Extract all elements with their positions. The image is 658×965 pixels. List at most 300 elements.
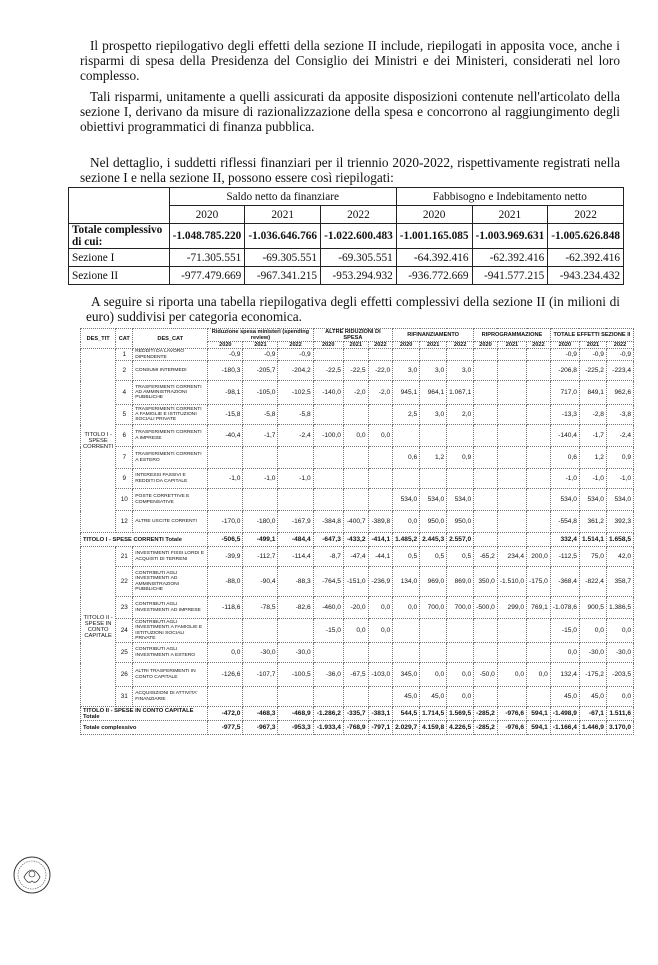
detail-row bbox=[81, 511, 634, 533]
detail-cell bbox=[497, 425, 526, 447]
detail-cell: -822,4 bbox=[579, 567, 606, 597]
detail-cell bbox=[343, 489, 368, 511]
detail-cat-description: CONTRIBUTI AGLI INVESTIMENTI A FAMIGLIE E ISTITUZIONI SOCIALI PRIVATE bbox=[133, 619, 208, 643]
detail-cell bbox=[527, 687, 551, 707]
detail-cell bbox=[474, 447, 498, 469]
detail-cell bbox=[474, 361, 498, 381]
detail-cell: -13,3 bbox=[550, 405, 579, 425]
detail-cell: -554,8 bbox=[550, 511, 579, 533]
detail-total-cell: 2.445,3 bbox=[420, 533, 447, 547]
detail-cell bbox=[527, 489, 551, 511]
detail-cell: -15,8 bbox=[208, 405, 243, 425]
detail-cell: 75,0 bbox=[579, 547, 606, 567]
detail-cell: 358,7 bbox=[606, 567, 633, 597]
detail-row bbox=[81, 447, 634, 469]
detail-cell: -30,0 bbox=[243, 643, 278, 663]
detail-cell: 350,0 bbox=[474, 567, 498, 597]
titolo2-total-row-label: TITOLO II - SPESE IN CONTO CAPITALE Totale bbox=[81, 707, 208, 721]
detail-cell: 0,0 bbox=[393, 511, 420, 533]
detail-total-cell: -976,6 bbox=[497, 721, 526, 735]
detail-cell: 0,0 bbox=[368, 425, 393, 447]
detail-cat-description: POSTE CORRETTIVE E COMPENSATIVE bbox=[133, 489, 208, 511]
detail-year-header: 2021 bbox=[343, 342, 368, 349]
detail-row bbox=[81, 547, 634, 567]
detail-cell: 534,0 bbox=[579, 489, 606, 511]
detail-cell: 0,0 bbox=[447, 663, 474, 687]
detail-total-cell: -1.286,2 bbox=[313, 707, 343, 721]
detail-cell bbox=[447, 643, 474, 663]
detail-cell bbox=[343, 687, 368, 707]
detail-cell bbox=[497, 361, 526, 381]
detail-cell bbox=[497, 469, 526, 489]
detail-cell: 45,0 bbox=[420, 687, 447, 707]
detail-total-cell: -1.498,9 bbox=[550, 707, 579, 721]
header-totale-effetti: TOTALE EFFETTI SEZIONE II bbox=[550, 329, 633, 342]
summary-cell: -1.036.646.766 bbox=[245, 224, 321, 249]
detail-cell: 950,0 bbox=[420, 511, 447, 533]
grand-total-row-label: Totale complessivo bbox=[81, 721, 208, 735]
detail-cell bbox=[527, 447, 551, 469]
detail-row bbox=[81, 405, 634, 425]
detail-cell: 3,0 bbox=[393, 361, 420, 381]
detail-row bbox=[81, 349, 634, 361]
detail-cell: -140,0 bbox=[313, 381, 343, 405]
detail-cell: -170,0 bbox=[208, 511, 243, 533]
detail-table bbox=[80, 328, 634, 735]
detail-cell bbox=[447, 349, 474, 361]
detail-cell: 2,5 bbox=[393, 405, 420, 425]
detail-total-cell: -499,1 bbox=[243, 533, 278, 547]
detail-cell bbox=[393, 619, 420, 643]
detail-cell: -78,5 bbox=[243, 597, 278, 619]
summary-cell: -941.577.215 bbox=[472, 267, 548, 285]
savings-paragraph: Tali risparmi, unitamente a quelli assicurati da apposite disposizioni contenute nell'articolato della sezione I, derivano da misure di razionalizzazione della spesa e concorrono al raggiungimento degli obiettivi programmatici di finanza pubblica. bbox=[80, 89, 620, 135]
detail-cell: 1,2 bbox=[420, 447, 447, 469]
summary-year-header: 2021 bbox=[245, 206, 321, 224]
detail-cell: -2,4 bbox=[606, 425, 633, 447]
summary-cell: -1.022.600.483 bbox=[321, 224, 397, 249]
detail-cell: 0,0 bbox=[497, 663, 526, 687]
detail-cell: -112,7 bbox=[243, 547, 278, 567]
detail-cat: 2 bbox=[116, 361, 133, 381]
detail-cell: -8,7 bbox=[313, 547, 343, 567]
detail-cell: 0,0 bbox=[579, 619, 606, 643]
detail-cat: 12 bbox=[116, 511, 133, 533]
detail-year-header: 2022 bbox=[447, 342, 474, 349]
detail-cell: -0,9 bbox=[243, 349, 278, 361]
detail-cat: 7 bbox=[116, 447, 133, 469]
detail-cell bbox=[497, 489, 526, 511]
detail-cell: -102,5 bbox=[278, 381, 313, 405]
detail-cell: -40,4 bbox=[208, 425, 243, 447]
detail-cat-description: CONTRIBUTI AGLI INVESTIMENTI AD AMMINISTRAZIONI PUBBLICHE bbox=[133, 567, 208, 597]
detail-total-cell: -414,1 bbox=[368, 533, 393, 547]
summary-cell: -69.305.551 bbox=[245, 249, 321, 267]
detail-cell bbox=[527, 619, 551, 643]
titolo1-total-row-label: TITOLO I - SPESE CORRENTI Totale bbox=[81, 533, 208, 547]
detail-year-header: 2020 bbox=[393, 342, 420, 349]
detail-cell bbox=[278, 619, 313, 643]
detail-cell bbox=[368, 447, 393, 469]
detail-cell: -1,0 bbox=[550, 469, 579, 489]
detail-row bbox=[81, 687, 634, 707]
detail-cat-description: INVESTIMENTI FISSI LORDI E ACQUISTI DI TERRENI bbox=[133, 547, 208, 567]
detail-cat-description: TRASFERIMENTI CORRENTI AD AMMINISTRAZIONI PUBBLICHE bbox=[133, 381, 208, 405]
detail-total-cell: 3.170,0 bbox=[606, 721, 633, 735]
detail-cell bbox=[474, 619, 498, 643]
detail-cell: -112,5 bbox=[550, 547, 579, 567]
detail-cell: 132,4 bbox=[550, 663, 579, 687]
detail-cell: 0,5 bbox=[393, 547, 420, 567]
detail-cell: -0,9 bbox=[550, 349, 579, 361]
detail-cell bbox=[420, 469, 447, 489]
detail-cat-description: TRASFERIMENTI CORRENTI A IMPRESE bbox=[133, 425, 208, 447]
detail-cell: -22,0 bbox=[368, 361, 393, 381]
detail-cell: 2,0 bbox=[447, 405, 474, 425]
detail-total-cell: -468,3 bbox=[243, 707, 278, 721]
detail-cell: 950,0 bbox=[447, 511, 474, 533]
detail-cell: 849,1 bbox=[579, 381, 606, 405]
detail-cell: -3,8 bbox=[606, 405, 633, 425]
detail-cell: -175,0 bbox=[527, 567, 551, 597]
detail-cell: -389,8 bbox=[368, 511, 393, 533]
detail-cell: -384,8 bbox=[313, 511, 343, 533]
detail-cell: 0,6 bbox=[550, 447, 579, 469]
detail-cell: 45,0 bbox=[550, 687, 579, 707]
detail-total-cell: -484,4 bbox=[278, 533, 313, 547]
detail-cell: 0,0 bbox=[343, 425, 368, 447]
detail-cell bbox=[313, 405, 343, 425]
detail-cat: 22 bbox=[116, 567, 133, 597]
detail-total-cell: -953,3 bbox=[278, 721, 313, 735]
detail-cell: -5,8 bbox=[243, 405, 278, 425]
detail-cell bbox=[497, 447, 526, 469]
detail-year-header: 2020 bbox=[474, 342, 498, 349]
summary-row-label: Totale complessivo di cui: bbox=[69, 224, 170, 249]
summary-cell: -1.005.626.848 bbox=[548, 224, 624, 249]
detail-cell bbox=[420, 643, 447, 663]
detail-cat-description: INTERESSI PASSIVI E REDDITI DA CAPITALE bbox=[133, 469, 208, 489]
detail-cell: 134,0 bbox=[393, 567, 420, 597]
detail-cell: 392,3 bbox=[606, 511, 633, 533]
detail-cell: 969,0 bbox=[420, 567, 447, 597]
detail-cell bbox=[343, 349, 368, 361]
detail-cell: 0,6 bbox=[393, 447, 420, 469]
detail-cell bbox=[474, 511, 498, 533]
detail-cell bbox=[343, 447, 368, 469]
detail-cat-description: ALTRI TRASFERIMENTI IN CONTO CAPITALE bbox=[133, 663, 208, 687]
detail-cell: -460,0 bbox=[313, 597, 343, 619]
detail-cell: 945,1 bbox=[393, 381, 420, 405]
detail-cat-description: CONTRIBUTI AGLI INVESTIMENTI AD IMPRESE bbox=[133, 597, 208, 619]
summary-header-groups bbox=[69, 188, 624, 206]
detail-cell: 534,0 bbox=[393, 489, 420, 511]
detail-cell bbox=[313, 489, 343, 511]
detail-cat-description: ACQUISIZIONI DI ATTIVITA' FINANZIARIE bbox=[133, 687, 208, 707]
section-ii-paragraph: A seguire si riporta una tabella riepilogativa degli effetti complessivi della sezione II (in milioni di euro) suddivisi per categoria economica. bbox=[86, 294, 620, 325]
summary-row-label: Sezione I bbox=[69, 249, 170, 267]
summary-cell: -69.305.551 bbox=[321, 249, 397, 267]
detail-row bbox=[81, 597, 634, 619]
detail-total-cell: -335,7 bbox=[343, 707, 368, 721]
detail-cat-description: CONSUMI INTERMEDI bbox=[133, 361, 208, 381]
detail-cell: -88,0 bbox=[208, 567, 243, 597]
detail-cell bbox=[368, 349, 393, 361]
detail-cell bbox=[393, 643, 420, 663]
detail-cell: -103,0 bbox=[368, 663, 393, 687]
detail-cell: -0,9 bbox=[606, 349, 633, 361]
detail-cell: 0,0 bbox=[368, 597, 393, 619]
detail-cat-description: CONTRIBUTI AGLI INVESTIMENTI A ESTERO bbox=[133, 643, 208, 663]
detail-cat: 5 bbox=[116, 405, 133, 425]
detail-cell: 0,9 bbox=[447, 447, 474, 469]
detail-total-cell: -433,2 bbox=[343, 533, 368, 547]
detail-cat: 23 bbox=[116, 597, 133, 619]
summary-cell: -977.479.669 bbox=[169, 267, 245, 285]
summary-cell: -64.392.416 bbox=[396, 249, 472, 267]
detail-cell: 234,4 bbox=[497, 547, 526, 567]
summary-cell: -936.772.669 bbox=[396, 267, 472, 285]
detail-cell: -223,4 bbox=[606, 361, 633, 381]
detail-year-header: 2021 bbox=[497, 342, 526, 349]
detail-cat: 6 bbox=[116, 425, 133, 447]
detail-cell: -5,8 bbox=[278, 405, 313, 425]
summary-row-label: Sezione II bbox=[69, 267, 170, 285]
detail-cell bbox=[527, 381, 551, 405]
detail-year-header: 2020 bbox=[313, 342, 343, 349]
detail-cell: -1,0 bbox=[243, 469, 278, 489]
summary-row bbox=[69, 249, 624, 267]
detail-cell bbox=[243, 447, 278, 469]
detail-cat: 21 bbox=[116, 547, 133, 567]
detail-cell: -500,0 bbox=[474, 597, 498, 619]
intro-paragraph: Il prospetto riepilogativo degli effetti della sezione II include, riepilogati in apposita voce, anche i risparmi di spesa della Presidenza del Consiglio dei Ministri e dei Ministeri, considerati nel loro complesso. bbox=[80, 38, 620, 84]
group-saldo-netto: Saldo netto da finanziare bbox=[169, 188, 396, 206]
detail-cell: 1,2 bbox=[579, 447, 606, 469]
detail-cell: 0,0 bbox=[208, 643, 243, 663]
detail-cell: 345,0 bbox=[393, 663, 420, 687]
detail-cell bbox=[447, 469, 474, 489]
detail-cell bbox=[368, 643, 393, 663]
header-spending-review: Riduzione spesa ministeri (spending review) bbox=[208, 329, 313, 342]
detail-cell: -140,4 bbox=[550, 425, 579, 447]
detail-cell: -167,9 bbox=[278, 511, 313, 533]
detail-cell: 964,1 bbox=[420, 381, 447, 405]
detail-total-cell: -468,9 bbox=[278, 707, 313, 721]
detail-cell: -105,0 bbox=[243, 381, 278, 405]
detail-cell bbox=[447, 425, 474, 447]
titolo-label: TITOLO II - SPESE IN CONTO CAPITALE bbox=[81, 547, 116, 707]
summary-cell: -1.001.165.085 bbox=[396, 224, 472, 249]
detail-total-cell: -67,1 bbox=[579, 707, 606, 721]
detail-cell: -82,6 bbox=[278, 597, 313, 619]
detail-total-cell: -967,3 bbox=[243, 721, 278, 735]
detail-cell: 0,5 bbox=[420, 547, 447, 567]
detail-cell bbox=[343, 405, 368, 425]
detail-cell: -206,8 bbox=[550, 361, 579, 381]
detail-total-cell: 1.511,6 bbox=[606, 707, 633, 721]
detail-cell bbox=[368, 469, 393, 489]
detail-cell: -100,0 bbox=[313, 425, 343, 447]
detail-cell: 45,0 bbox=[579, 687, 606, 707]
detail-total-cell: 4.159,8 bbox=[420, 721, 447, 735]
header-des-tit: DES_TIT bbox=[81, 329, 116, 349]
detail-cell: 0,0 bbox=[368, 619, 393, 643]
summary-cell: -62.392.416 bbox=[472, 249, 548, 267]
detail-cell: -2,8 bbox=[579, 405, 606, 425]
detail-cell: 0,0 bbox=[606, 619, 633, 643]
header-des-cat: DES_CAT bbox=[133, 329, 208, 349]
detail-cell: -44,1 bbox=[368, 547, 393, 567]
detail-cell bbox=[474, 405, 498, 425]
detail-cell: 3,0 bbox=[420, 405, 447, 425]
detail-cell: -1,7 bbox=[243, 425, 278, 447]
detail-cell: -151,0 bbox=[343, 567, 368, 597]
detail-cell: 0,0 bbox=[420, 663, 447, 687]
detail-cell: -22,5 bbox=[343, 361, 368, 381]
detail-year-header: 2022 bbox=[527, 342, 551, 349]
summary-row bbox=[69, 267, 624, 285]
detail-total-cell: 1.446,9 bbox=[579, 721, 606, 735]
detail-cell: 3,0 bbox=[447, 361, 474, 381]
detail-cell: 534,0 bbox=[420, 489, 447, 511]
detail-row bbox=[81, 619, 634, 643]
detail-cell bbox=[420, 425, 447, 447]
detail-total-cell: -1.933,4 bbox=[313, 721, 343, 735]
detail-cell: 717,0 bbox=[550, 381, 579, 405]
detail-cat-description: TRASFERIMENTI CORRENTI A FAMIGLIE E ISTITUZIONI SOCIALI PRIVATE bbox=[133, 405, 208, 425]
detail-cat: 25 bbox=[116, 643, 133, 663]
detail-cell: 700,0 bbox=[420, 597, 447, 619]
detail-cell bbox=[497, 349, 526, 361]
detail-cell bbox=[474, 349, 498, 361]
header-rifinanziamento: RIFINANZIAMENTO bbox=[393, 329, 474, 342]
detail-cell: -100,5 bbox=[278, 663, 313, 687]
detail-cell: -236,9 bbox=[368, 567, 393, 597]
detail-cell bbox=[313, 643, 343, 663]
detail-cell bbox=[368, 489, 393, 511]
detail-cat: 31 bbox=[116, 687, 133, 707]
detail-cell: 0,0 bbox=[550, 643, 579, 663]
summary-year-header: 2020 bbox=[169, 206, 245, 224]
detail-cell: -36,0 bbox=[313, 663, 343, 687]
detail-cell: -22,5 bbox=[313, 361, 343, 381]
grand-total-row bbox=[81, 721, 634, 735]
detail-total-cell: -285,2 bbox=[474, 721, 498, 735]
detail-year-header: 2020 bbox=[208, 342, 243, 349]
detail-cell: -114,4 bbox=[278, 547, 313, 567]
detail-row bbox=[81, 567, 634, 597]
detail-cell: -30,0 bbox=[606, 643, 633, 663]
detail-cell: -30,0 bbox=[278, 643, 313, 663]
detail-cat: 24 bbox=[116, 619, 133, 643]
detail-cell: 0,5 bbox=[447, 547, 474, 567]
detail-year-header: 2022 bbox=[368, 342, 393, 349]
detail-cell bbox=[368, 405, 393, 425]
detail-cell bbox=[474, 469, 498, 489]
detail-year-header: 2021 bbox=[243, 342, 278, 349]
detail-total-cell: 1.658,5 bbox=[606, 533, 633, 547]
detail-total-cell: 2.029,7 bbox=[393, 721, 420, 735]
detail-cell: -400,7 bbox=[343, 511, 368, 533]
summary-row bbox=[69, 224, 624, 249]
detail-cell bbox=[527, 349, 551, 361]
detail-total-cell: -1.166,4 bbox=[550, 721, 579, 735]
detail-cell: 962,6 bbox=[606, 381, 633, 405]
detail-row bbox=[81, 643, 634, 663]
detail-cell: -1,0 bbox=[208, 469, 243, 489]
summary-table bbox=[68, 187, 624, 285]
detail-cell: 534,0 bbox=[606, 489, 633, 511]
detail-cell: -1.510,0 bbox=[497, 567, 526, 597]
detail-cell bbox=[497, 405, 526, 425]
detail-total-cell: 1.714,5 bbox=[420, 707, 447, 721]
detail-cell: 0,0 bbox=[343, 619, 368, 643]
detail-cell: 869,0 bbox=[447, 567, 474, 597]
detail-cell bbox=[527, 643, 551, 663]
titolo1-total-row bbox=[81, 533, 634, 547]
summary-year-header: 2021 bbox=[472, 206, 548, 224]
detail-header-groups bbox=[81, 329, 634, 342]
detail-cell: -118,6 bbox=[208, 597, 243, 619]
detail-cell bbox=[278, 489, 313, 511]
detail-cell: -1,0 bbox=[606, 469, 633, 489]
detail-cell bbox=[393, 469, 420, 489]
detail-cell: -39,9 bbox=[208, 547, 243, 567]
summary-cell: -953.294.932 bbox=[321, 267, 397, 285]
detail-cat: 26 bbox=[116, 663, 133, 687]
detail-cat-description: TRASFERIMENTI CORRENTI A ESTERO bbox=[133, 447, 208, 469]
detail-cell: 1.067,1 bbox=[447, 381, 474, 405]
detail-total-cell: 594,1 bbox=[527, 721, 551, 735]
detail-cell bbox=[208, 619, 243, 643]
detail-cell: -0,9 bbox=[579, 349, 606, 361]
summary-cell: -943.234.432 bbox=[548, 267, 624, 285]
detail-cell: -20,0 bbox=[343, 597, 368, 619]
detail-cell: -15,0 bbox=[550, 619, 579, 643]
titolo2-total-row bbox=[81, 707, 634, 721]
detail-cell: -2,0 bbox=[368, 381, 393, 405]
summary-cell: -62.392.416 bbox=[548, 249, 624, 267]
detail-cell: -1,0 bbox=[579, 469, 606, 489]
detail-total-cell: 594,1 bbox=[527, 707, 551, 721]
detail-total-cell bbox=[497, 533, 526, 547]
summary-cell: -71.305.551 bbox=[169, 249, 245, 267]
detail-year-header: 2021 bbox=[420, 342, 447, 349]
summary-corner-cell bbox=[69, 188, 170, 224]
summary-cell: -1.003.969.631 bbox=[472, 224, 548, 249]
detail-cell bbox=[420, 619, 447, 643]
detail-cell: -368,4 bbox=[550, 567, 579, 597]
detail-cell: -203,5 bbox=[606, 663, 633, 687]
detail-cell: -180,3 bbox=[208, 361, 243, 381]
detail-cell: 0,0 bbox=[447, 687, 474, 707]
detail-cat: 4 bbox=[116, 381, 133, 405]
detail-total-cell: -647,3 bbox=[313, 533, 343, 547]
detail-cell bbox=[474, 381, 498, 405]
detail-cell bbox=[447, 619, 474, 643]
detail-cell: -2,4 bbox=[278, 425, 313, 447]
detail-cell: 534,0 bbox=[447, 489, 474, 511]
detail-total-cell: 1.569,5 bbox=[447, 707, 474, 721]
detail-cell: 200,0 bbox=[527, 547, 551, 567]
detail-cell bbox=[393, 425, 420, 447]
summary-year-header: 2022 bbox=[321, 206, 397, 224]
detail-cell: -65,2 bbox=[474, 547, 498, 567]
detail-cell: 0,0 bbox=[393, 597, 420, 619]
detail-row bbox=[81, 469, 634, 489]
detail-cell: -67,5 bbox=[343, 663, 368, 687]
